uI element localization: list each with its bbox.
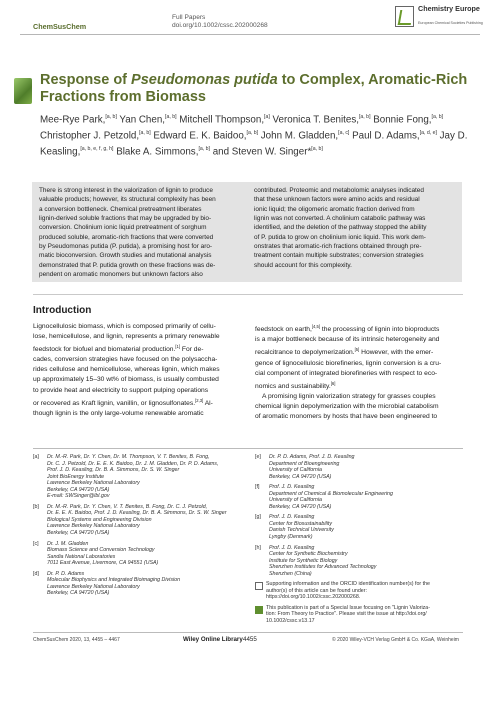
abstract-line: onstrates that aromatic-rich fractions obtained through pre- — [254, 243, 422, 251]
abstract-line: that these unknown factors were amino acids and residual — [254, 196, 420, 204]
footer-library-link[interactable]: Wiley Online Library — [183, 636, 243, 643]
intro-line: or recovered as Kraft lignin, vanillin, or lignosulfonates.[2,3] Al- — [33, 397, 213, 407]
abstract-line: contributed. Proteomic and metabolomic analyses indicated — [254, 187, 424, 194]
affiliation-line: Berkeley, CA 94720 (USA) — [47, 590, 110, 597]
affiliation-block — [255, 514, 465, 540]
affiliation-line: Lawrence Berkeley National Laboratory — [47, 583, 140, 590]
intro-line: feedstock on earth,[4,5] the processing of lignin into bioproducts — [255, 324, 440, 334]
affiliation-line: [f] Prof. J. D. Keasling — [255, 484, 315, 491]
affiliation-line: Shenzhen (China) — [269, 570, 312, 577]
affiliation-label: [b] — [33, 503, 39, 510]
author-affiliation-marks: [a, d, e] — [419, 130, 437, 137]
author-name: Veronica T. Benites, — [269, 114, 359, 126]
abstract-line: pendent on aromatic monomers but unknown factors also — [39, 271, 203, 279]
intro-line: gence of lignocellulosic biorefineries, lignin conversion is a cru- — [255, 359, 442, 367]
affiliation-line: Lawrence Berkeley National Laboratory — [47, 480, 140, 487]
citation-ref: [4,5] — [311, 324, 321, 329]
section-divider — [33, 294, 463, 295]
title-species: Pseudomonas putida — [131, 72, 278, 88]
affiliation-block — [255, 454, 465, 480]
section-heading-introduction: Introduction — [33, 305, 92, 316]
title-part: to Complex, Aromatic-Rich Fractions from Biomass — [40, 72, 468, 105]
abstract-line: treatment contain multiple substrates; conversion strategies — [254, 252, 424, 260]
affiliation-line: University of California — [269, 467, 322, 474]
journal-name: ChemSusChem — [33, 22, 87, 31]
author-name: Mee-Rye Park, — [40, 114, 106, 126]
abstract-column-left — [39, 186, 242, 279]
affiliation-line: Lawrence Berkeley National Laboratory — [47, 523, 140, 530]
affiliation-block — [33, 571, 243, 597]
author-name: Blake A. Simmons, — [113, 146, 199, 158]
page-number: 4455 — [243, 636, 257, 643]
intro-line: Lignocellulosic biomass, which is composed primarily of cellu- — [33, 323, 216, 330]
affiliation-line: Molecular Biophysics and Integrated Bioimaging Division — [47, 577, 181, 584]
intro-line: chemical lignin depolymerization with the microbial catabolism — [255, 403, 439, 411]
title-part: Response of — [40, 72, 132, 88]
abstract-line: by Pseudomonas putida (P. putida), a promising host for aro- — [39, 243, 213, 251]
author-name: Mitchell Thompson, — [176, 114, 265, 126]
affiliation-line: Prof. J. D. Keasling, Dr. B. A. Simmons, Dr. S. W. Singer — [47, 467, 180, 474]
affiliation-line: Shenzhen Institutes for Advanced Technology — [269, 564, 377, 571]
abstract-line: lignin was not converted. A cholinium catabolic pathway was — [254, 215, 426, 223]
affiliation-block — [33, 504, 243, 537]
affiliation-line: Berkeley, CA 94720 (USA) — [269, 503, 332, 510]
abstract-line: There is strong interest in the valorization of lignin to produce — [39, 187, 213, 194]
note-line: 10.1002/cssc.v13.17 — [266, 618, 315, 625]
abstract-line: identified, and the deletion of the pathway stopped the ability — [254, 224, 427, 232]
affiliation-line: [e] Dr. P. D. Adams, Prof. J. D. Keasling — [255, 454, 355, 460]
affiliation-line: [b] Dr. M.-R. Park, Dr. Y. Chen, V. T. Benites, B. Fong, Dr. C. J. Petzold, — [33, 503, 208, 510]
affiliation-block — [33, 454, 243, 500]
abstract-column-right — [254, 186, 457, 279]
supporting-info-note[interactable] — [255, 581, 465, 601]
author-name: Yan Chen, — [116, 114, 166, 126]
footer-copyright: © 2020 Wiley-VCH Verlag GmbH & Co. KGaA, Weinheim — [332, 637, 459, 643]
affiliation-line: Berkeley, CA 94720 (USA) — [269, 473, 332, 480]
author-affiliation-marks: [a, b] — [311, 146, 323, 153]
article-thumbnail-icon — [14, 78, 32, 104]
header-divider — [20, 34, 480, 35]
note-line: This publication is part of a Special Issue focusing on "Lignin Valoriza- — [266, 604, 431, 611]
author-name: Bonnie Fong, — [370, 114, 432, 126]
abstract-line: demonstrated that P. putida growth on these fractions was de- — [39, 261, 216, 269]
affiliation-label: [h] — [255, 544, 261, 551]
citation-ref: [5] — [354, 347, 360, 353]
affiliation-line: Berkeley, CA 94720 (USA) — [47, 530, 110, 537]
abstract-line: should account for this complexity. — [254, 261, 352, 269]
author-affiliation-marks: [a, b] — [105, 114, 117, 120]
affiliation-line: University of California — [269, 497, 322, 504]
special-issue-icon — [255, 606, 263, 614]
abstract-line: produced soluble, aromatic-rich fractions that were converted — [39, 233, 214, 241]
affiliation-line: Danish Technical University — [269, 527, 334, 534]
publisher-name: Chemistry Europe — [418, 4, 480, 13]
affiliation-line: [h] Prof. J. D. Keasling — [255, 544, 315, 551]
author-name: Christopher J. Petzold, — [40, 130, 140, 142]
affiliation-line: Department of Chemical & Biomolecular Engineering — [269, 490, 393, 497]
intro-line: cial component of integrated biorefineries with respect to eco- — [255, 369, 438, 377]
author-affiliation-marks: [a, b] — [431, 114, 444, 120]
author-affiliation-marks: [a] — [264, 114, 270, 120]
affiliation-line: [a] Dr. M.-R. Park, Dr. Y. Chen, Dr. M. Thompson, V. T. Benites, B. Fong, — [33, 454, 210, 460]
author-name: and Steven W. Singer* — [209, 146, 312, 158]
affiliation-block — [255, 484, 465, 510]
affiliation-line: Institute for Synthetic Biology — [269, 557, 338, 564]
abstract-line: matic bioconversion. Growth studies and mutational analysis — [39, 252, 212, 260]
affiliation-line: Joint BioEnergy Institute — [47, 473, 105, 480]
author-affiliation-marks: [a, b] — [139, 130, 151, 137]
affiliation-label: [a] — [33, 454, 39, 460]
abstract-line: valuable products; however, its structural complexity has been — [39, 196, 216, 204]
author-name: John M. Gladden, — [258, 130, 339, 142]
affiliation-block — [33, 541, 243, 567]
intro-line: A promising lignin valorization strategy for grasses couples — [262, 392, 436, 400]
special-issue-note[interactable] — [255, 605, 465, 625]
intro-line: cades, conversion strategies have focused on the polysaccha- — [33, 356, 218, 364]
affiliation-line: Dr. C. J. Petzold, Dr. E. E. K. Baidoo, Dr. J. M. Gladden, Dr. P. D. Adams, — [47, 460, 219, 467]
publisher-logo — [395, 4, 485, 32]
affiliation-line: E-mail: SWSinger@lbl.gov — [47, 493, 110, 500]
supporting-info-icon — [255, 582, 263, 590]
affiliations-left — [33, 454, 243, 601]
note-line: author(s) of this article can be found under: — [266, 587, 367, 594]
abstract-line: of P. putida to grow on cholinium ionic liquid. This work dem- — [254, 233, 426, 241]
publisher-subtitle: European Chemical Societies Publishing — [418, 21, 483, 25]
intro-line: feedstock for biofuel and biomaterial production.[1] For de- — [33, 344, 204, 354]
affiliation-line: Berkeley, CA 94720 (USA) — [47, 486, 110, 493]
abstract-box — [32, 182, 462, 282]
author-affiliation-marks: [a, b] — [246, 130, 259, 137]
intro-line: though lignin is the only large-volume renewable aromatic — [33, 409, 204, 417]
author-name: Paul D. Adams, — [349, 130, 420, 142]
intro-line: up approximately 15–30 wt% of biomass, is usually combusted — [33, 376, 219, 384]
author-name: Jay D. Keasling, — [40, 130, 468, 158]
supporting-info-text — [266, 581, 430, 601]
author-affiliation-marks: [a, c] — [338, 130, 350, 137]
citation-ref: [1] — [175, 344, 181, 350]
intro-line: nomics and sustainability.[6] — [255, 380, 336, 390]
abstract-line: lignin-derived soluble fractions that may be upgraded by bio- — [39, 215, 212, 223]
intro-line: lose, hemicellulose, and lignin, represents a primary renewable — [33, 333, 220, 341]
affiliation-line: Sandia National Laboratories — [47, 553, 116, 560]
intro-line: recalcitrance to depolymerization.[5] However, with the emer- — [255, 347, 434, 357]
note-line: Supporting information and the ORCID identification number(s) for the — [266, 581, 430, 588]
article-doi-link[interactable]: doi.org/10.1002/cssc.202000268 — [172, 22, 268, 29]
abstract-line: a conversion bottleneck. Chemical pretreatment liberates — [39, 205, 202, 213]
affiliation-line: Lyngby (Denmark) — [269, 534, 313, 541]
article-title — [40, 72, 470, 106]
chemistry-europe-logo-icon — [395, 6, 414, 27]
affiliation-label: [c] — [33, 540, 39, 547]
affiliations-right — [255, 454, 465, 625]
author-affiliation-marks: [a, b] — [198, 146, 210, 153]
affiliation-line: Department of Bioengineering — [269, 460, 340, 467]
intro-line: to provide heat and electricity to support pulping operations — [33, 386, 209, 394]
affiliation-line: Center for Synthetic Biochemistry — [269, 551, 348, 558]
abstract-line: conversion. Cholinium ionic liquid pretreatment of sorghum — [39, 224, 207, 232]
footer-citation: ChemSusChem 2020, 13, 4455 – 4467 — [33, 637, 120, 643]
affiliation-line: [c] Dr. J. M. Gladden — [33, 540, 89, 547]
intro-line: of aromatic monomers by hosts that have been engineered to — [255, 413, 438, 421]
note-line: https://doi.org/10.1002/cssc.202000268. — [266, 594, 361, 601]
affiliation-line: [d] Dr. P. D. Adams — [33, 570, 85, 577]
citation-ref: [2,3] — [195, 397, 204, 403]
article-type: Full Papers — [172, 14, 206, 21]
citation-ref: [6] — [330, 380, 336, 386]
affiliation-line: Biomass Science and Conversion Technology — [47, 547, 155, 554]
special-issue-text — [266, 605, 430, 625]
author-list — [40, 111, 470, 159]
affiliation-block — [255, 545, 465, 578]
intro-column-left — [33, 322, 239, 419]
affiliation-line: [g] Prof. J. D. Keasling — [255, 514, 315, 521]
affiliation-line: Dr. E. E. K. Baidoo, Prof. J. D. Keasling, Dr. B. A. Simmons, Dr. S. W. Singer — [47, 510, 227, 517]
affiliation-line: Center for Biosustainability — [269, 520, 333, 527]
affiliation-label: [g] — [255, 514, 261, 521]
author-affiliation-marks: [a, b, e, f, g, h] — [80, 146, 114, 153]
author-affiliation-marks: [a, b] — [358, 114, 371, 120]
affiliation-line: 7011 East Avenue, Livermore, CA 94551 (USA) — [47, 560, 159, 567]
affiliation-line: Biological Systems and Engineering Division — [47, 516, 152, 523]
intro-line: is a major bottleneck because of its intrinsic heterogeneity and — [255, 336, 440, 344]
abstract-line: ionic liquid; the oligomeric aromatic fraction derived from — [254, 205, 415, 213]
intro-column-right — [255, 322, 463, 422]
author-name: Edward E. K. Baidoo, — [150, 130, 247, 142]
author-affiliation-marks: [a, b] — [165, 114, 177, 120]
affiliation-label: [f] — [255, 484, 260, 491]
footer-divider — [33, 632, 463, 633]
affiliation-label: [e] — [255, 454, 261, 460]
affiliation-label: [d] — [33, 570, 39, 577]
affiliations-divider — [33, 448, 463, 449]
note-line: tion: From Theory to Practice". Please visit the issue at http://doi.org/ — [266, 611, 427, 618]
affiliation-list — [255, 454, 465, 581]
intro-line: rides cellulose and hemicellulose, whereas lignin, which makes — [33, 366, 220, 374]
